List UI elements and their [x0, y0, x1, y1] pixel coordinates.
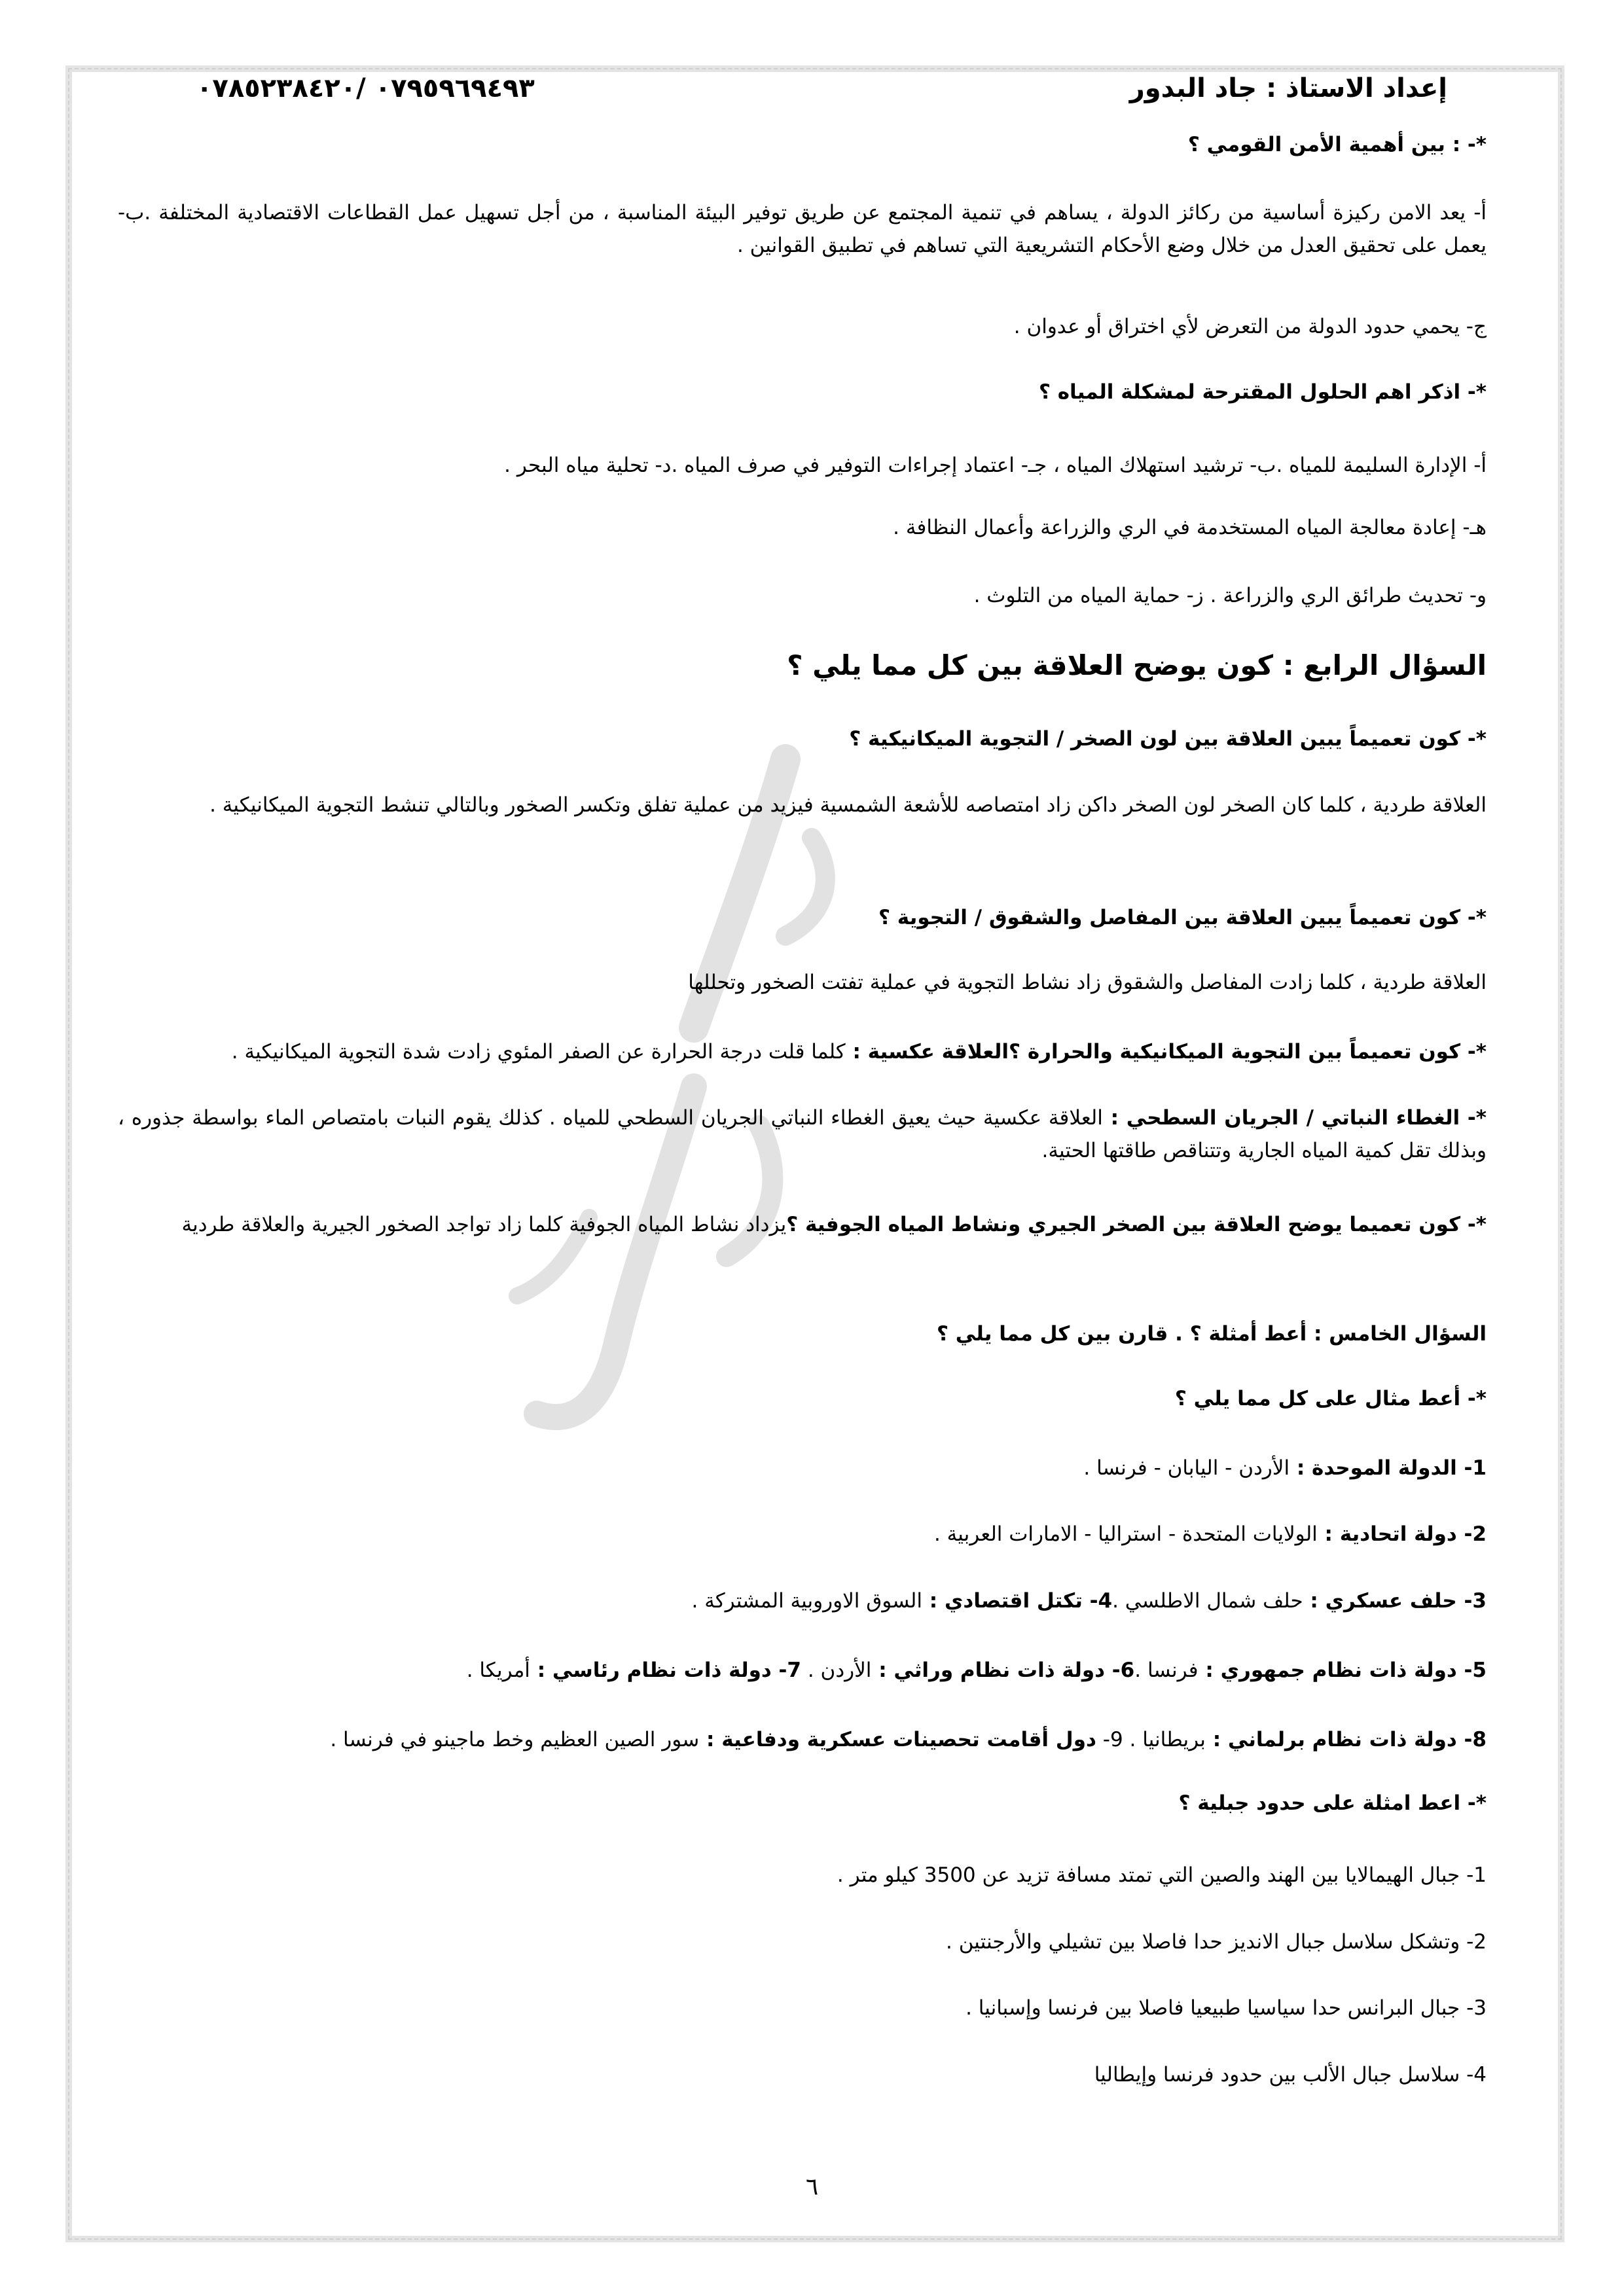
bold-text: 7- دولة ذات نظام رئاسي : — [530, 1659, 801, 1682]
text-line — [118, 196, 1487, 262]
bold-text: *- كون تعميما يوضح العلاقة بين الصخر الجيري ونشاط المياه الجوفية ؟ — [786, 1213, 1487, 1236]
text-line — [118, 1208, 1487, 1241]
bold-text: 2- دولة اتحادية : — [1317, 1522, 1487, 1546]
text-line — [118, 449, 1487, 482]
text-line — [118, 1992, 1487, 2024]
text-line — [118, 579, 1487, 612]
text-line — [118, 1859, 1487, 1892]
page-number: ٦ — [805, 2174, 819, 2200]
text: أمريكا . — [466, 1659, 530, 1682]
text-line — [118, 966, 1487, 999]
text: أ- الإدارة السليمة للمياه .ب- ترشيد استهلاك المياه ، جـ- اعتماد إجراءات التوفير في صرف المياه .د- تحلية مياه البحر . — [504, 454, 1487, 477]
bold-text: دول أقامت تحصينات عسكرية ودفاعية : — [699, 1728, 1096, 1751]
text: فرنسا . — [1134, 1659, 1199, 1682]
text: أ- يعد الامن ركيزة أساسية من ركائز الدولة ، يساهم في تنمية المجتمع عن طريق توفير البيئة المناسبة ، من أجل تسهيل عمل القطاعات الاقتصادية المختلفة .ب- يعمل على تحقيق العدل من خلال وضع الأحكام التشريعية التي تساهم في تطبيق القوانين . — [118, 201, 1487, 257]
bold-text: *- كون تعميماً يبين العلاقة بين لون الصخر / التجوية الميكانيكية ؟ — [849, 727, 1487, 751]
text: الأردن . — [801, 1659, 872, 1682]
text-line — [118, 376, 1487, 408]
text-line — [118, 2058, 1487, 2091]
bold-text: 5- دولة ذات نظام جمهوري : — [1198, 1659, 1487, 1682]
text: ج- يحمي حدود الدولة من التعرض لأي اختراق أو عدوان . — [1013, 315, 1487, 338]
text: 2- وتشكل سلاسل جبال الانديز حدا فاصلا بين تشيلي والأرجنتين . — [945, 1930, 1487, 1954]
text: 4- سلاسل جبال الألب بين حدود فرنسا وإيطاليا — [1094, 2063, 1487, 2087]
bold-text: 6- دولة ذات نظام وراثي : — [871, 1659, 1135, 1682]
author-header: إعداد الاستاذ : جاد البدور — [1129, 73, 1447, 103]
text: حلف شمال الاطلسي . — [1112, 1589, 1303, 1613]
text: الولايات المتحدة - استراليا - الامارات العربية . — [933, 1522, 1318, 1546]
bold-text: *- كون تعميماً يبين العلاقة بين المفاصل والشقوق / التجوية ؟ — [878, 906, 1487, 929]
text: 3- جبال البرانس حدا سياسيا طبيعيا فاصلا بين فرنسا وإسبانيا . — [965, 1996, 1487, 2020]
text: الأردن - اليابان - فرنسا . — [1083, 1456, 1290, 1480]
text-line — [118, 1787, 1487, 1820]
text-line — [118, 1654, 1487, 1687]
bold-text: 4- تكتل اقتصادي : — [922, 1589, 1113, 1613]
text: العلاقة طردية ، كلما كان الصخر لون الصخر داكن زاد امتصاصه للأشعة الشمسية فيزيد من عملية تفلق وتكسر الصخور وبالتالي تنشط التجوية الميكانيكية . — [209, 793, 1487, 817]
text: و- تحديث طرائق الري والزراعة . ز- حماية المياه من التلوث . — [973, 584, 1487, 607]
text: السوق الاوروبية المشتركة . — [691, 1589, 922, 1613]
bold-text: *- أعط مثال على كل مما يلي ؟ — [1174, 1387, 1487, 1410]
text-line — [118, 1035, 1487, 1068]
text-line — [118, 1102, 1487, 1167]
text-line — [118, 901, 1487, 934]
bold-text: *- الغطاء النباتي / الجريان السطحي : — [1102, 1106, 1487, 1130]
bold-text: السؤال الرابع : كون يوضح العلاقة بين كل مما يلي ؟ — [787, 649, 1487, 681]
bold-text: 8- دولة ذات نظام برلماني : — [1205, 1728, 1487, 1751]
text-line — [118, 1926, 1487, 1958]
text-line — [118, 1723, 1487, 1756]
text-line — [118, 1382, 1487, 1415]
text: هـ- إعادة معالجة المياه المستخدمة في الري والزراعة وأعمال النظافة . — [893, 516, 1487, 539]
text-line — [118, 511, 1487, 544]
text: بريطانيا . 9- — [1096, 1728, 1206, 1751]
bold-text: *- : بين أهمية الأمن القومي ؟ — [1187, 133, 1487, 156]
text: العلاقة طردية ، كلما زادت المفاصل والشقوق زاد نشاط التجوية في عملية تفتت الصخور وتحللها — [688, 971, 1487, 994]
text-line — [118, 1452, 1487, 1484]
text: العلاقة عكسية حيث يعيق الغطاء النباتي الجريان السطحي للمياه . كذلك يقوم النبات بامتصاص الماء بواسطة جذوره ، وبذلك تقل كمية المياه الجارية وتتناقص طاقتها الحتية. — [118, 1106, 1487, 1162]
bold-text: 1- الدولة الموحدة : — [1290, 1456, 1487, 1480]
bold-text: *- اعط امثلة على حدود جبلية ؟ — [1178, 1791, 1487, 1815]
section-heading — [118, 646, 1487, 685]
text: كلما قلت درجة الحرارة عن الصفر المئوي زادت شدة التجوية الميكانيكية . — [231, 1040, 846, 1064]
text-line — [118, 128, 1487, 161]
text: سور الصين العظيم وخط ماجينو في فرنسا . — [330, 1728, 700, 1751]
text-line — [118, 1585, 1487, 1617]
bold-text: السؤال الخامس : أعط أمثلة ؟ . قارن بين كل مما يلي ؟ — [936, 1322, 1487, 1346]
text-line — [118, 789, 1487, 821]
bold-text: *- اذكر اهم الحلول المقترحة لمشكلة المياه ؟ — [1038, 380, 1487, 404]
bold-text: 3- حلف عسكري : — [1303, 1589, 1487, 1613]
text-line — [118, 1318, 1487, 1350]
text-line — [118, 310, 1487, 343]
bold-text: *- كون تعميماً بين التجوية الميكانيكية والحرارة ؟العلاقة عكسية : — [845, 1040, 1487, 1064]
text: يزداد نشاط المياه الجوفية كلما زاد تواجد الصخور الجيرية والعلاقة طردية — [181, 1213, 787, 1236]
text: 1- جبال الهيمالايا بين الهند والصين التي تمتد مسافة تزيد عن 3500 كيلو متر . — [837, 1863, 1487, 1887]
text-line — [118, 1518, 1487, 1551]
text-line — [118, 723, 1487, 755]
phone-numbers: ٠٧٩٥٩٦٩٤٩٣ /٠٧٨٥٢٣٨٤٢٠ — [196, 73, 535, 103]
